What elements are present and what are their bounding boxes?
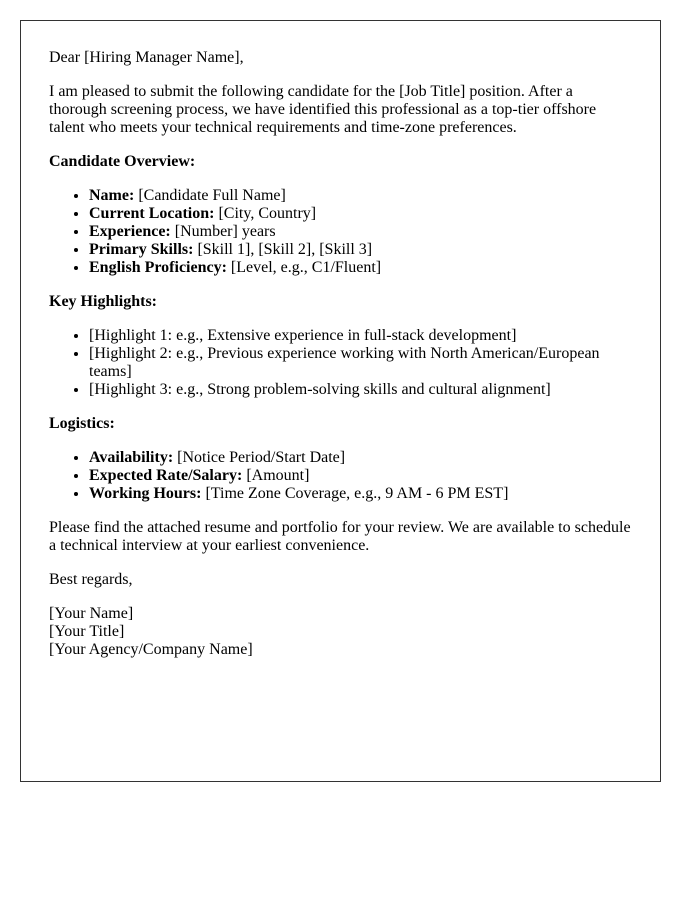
list-item (89, 259, 632, 277)
item-label: English Proficiency: (89, 259, 227, 276)
signature-block (49, 605, 632, 659)
item-value: [Skill 1], [Skill 2], [Skill 3] (193, 241, 373, 258)
list-item (89, 467, 632, 485)
signature-name: [Your Name] (49, 605, 134, 622)
item-label: Primary Skills: (89, 241, 194, 258)
item-label: Expected Rate/Salary: (89, 467, 243, 484)
list-item: • [Highlight 3: e.g., Strong problem-solving skills and cultural alignment] (89, 381, 632, 399)
list-item (89, 187, 632, 205)
item-value: [City, Country] (214, 205, 317, 222)
logistics-list (49, 449, 632, 503)
signature-company: [Your Agency/Company Name] (49, 641, 253, 658)
item-label: Working Hours: (89, 485, 202, 502)
list-item (89, 241, 632, 259)
list-item (89, 449, 632, 467)
item-label: Current Location: (89, 205, 215, 222)
key-highlights-heading: Key Highlights: (49, 293, 158, 310)
sign-off: Best regards, (49, 571, 133, 588)
list-item: • [Highlight 1: e.g., Extensive experience in full-stack development] (89, 327, 632, 345)
item-label: Name: (89, 187, 135, 204)
intro-paragraph: I am pleased to submit the following candidate for the [Job Title] position. After a thorough screening process, we have identified this professional as a top-tier offshore talent who meets your technical requirements and time-zone preferences. (49, 83, 597, 136)
item-label: Experience: (89, 223, 171, 240)
list-item: • [Highlight 2: e.g., Previous experience working with North American/European teams] (89, 345, 632, 381)
item-value: [Amount] (242, 467, 310, 484)
candidate-overview-list (49, 187, 632, 277)
item-value: [Level, e.g., C1/Fluent] (226, 259, 382, 276)
letter-document (20, 20, 661, 782)
item-label: Availability: (89, 449, 174, 466)
item-value: [Number] years (170, 223, 276, 240)
item-value: [Notice Period/Start Date] (173, 449, 346, 466)
list-item (89, 485, 632, 503)
closing-paragraph: Please find the attached resume and portfolio for your review. We are available to schedule a technical interview at your earliest convenience. (49, 519, 631, 554)
list-item (89, 223, 632, 241)
list-item (89, 205, 632, 223)
key-highlights-list (49, 327, 632, 399)
candidate-overview-heading: Candidate Overview: (49, 153, 196, 170)
logistics-heading: Logistics: (49, 415, 115, 432)
signature-title: [Your Title] (49, 623, 125, 640)
greeting: Dear [Hiring Manager Name], (49, 49, 244, 66)
item-value: [Candidate Full Name] (134, 187, 286, 204)
item-value: [Time Zone Coverage, e.g., 9 AM - 6 PM EST] (201, 485, 509, 502)
